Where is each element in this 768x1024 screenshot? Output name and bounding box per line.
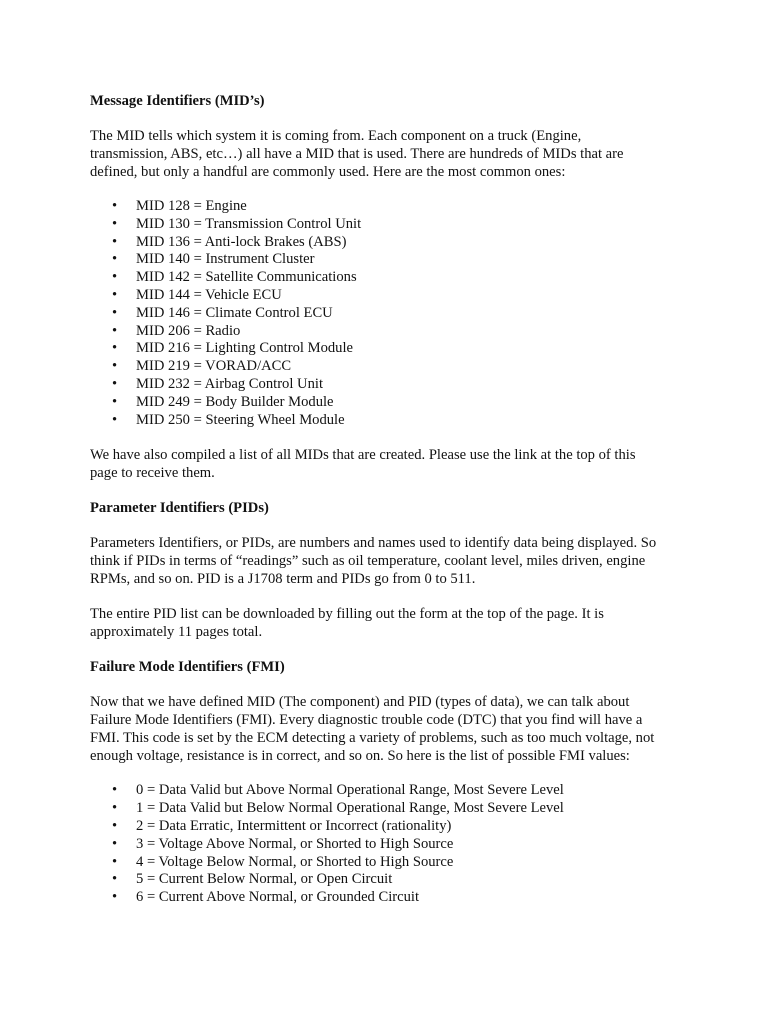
bullet-icon: •: [112, 411, 118, 428]
bullet-icon: •: [112, 269, 118, 286]
mid-intro-line-2: transmission, ABS, etc…) all have a MID that is used. There are hundreds of MIDs that are: [90, 146, 624, 162]
list-item: [90, 800, 690, 818]
list-item-text: MID 146 = Climate Control ECU: [136, 304, 333, 321]
bullet-icon: •: [112, 286, 118, 303]
bullet-icon: •: [112, 817, 118, 834]
pid-para1-line-2: think if PIDs in terms of “readings” such as oil temperature, coolant level, miles driven, engine: [90, 553, 646, 570]
list-item-text: MID 140 = Instrument Cluster: [136, 251, 315, 268]
fmi-intro-line-3: FMI. This code is set by the ECM detecting a variety of problems, such as too much voltage, not: [90, 730, 655, 747]
pid-para1-line-3: RPMs, and so on. PID is a J1708 term and PIDs go from 0 to 511.: [90, 571, 476, 588]
mid-outro-line-2: page to receive them.: [90, 465, 215, 482]
list-item: [90, 305, 690, 323]
bullet-icon: •: [112, 322, 118, 339]
list-item: [90, 818, 690, 836]
mid-outro-line-1: We have also compiled a list of all MIDs that are created. Please use the link at the top of this: [90, 447, 636, 464]
list-item-text: MID 219 = VORAD/ACC: [136, 358, 292, 375]
list-item-text: MID 136 = Anti-lock Brakes (ABS): [136, 233, 347, 250]
bullet-icon: •: [112, 215, 118, 232]
list-item-text: MID 250 = Steering Wheel Module: [136, 411, 345, 428]
bullet-icon: •: [112, 853, 118, 870]
list-item: [90, 871, 690, 889]
pid-para1-line-1: Parameters Identifiers, or PIDs, are numbers and names used to identify data being displayed. So: [90, 535, 657, 552]
mid-list: [90, 198, 690, 429]
bullet-icon: •: [112, 800, 118, 817]
list-item: [90, 234, 690, 252]
list-item: [90, 323, 690, 341]
list-item: [90, 287, 690, 305]
bullet-icon: •: [112, 375, 118, 392]
list-item: [90, 889, 690, 907]
bullet-icon: •: [112, 871, 118, 888]
mid-heading: Message Identifiers (MID’s): [90, 93, 265, 109]
bullet-icon: •: [112, 835, 118, 852]
list-item-text: 2 = Data Erratic, Intermittent or Incorrect (rationality): [136, 817, 452, 834]
document-page: [90, 92, 690, 907]
bullet-icon: •: [112, 304, 118, 321]
fmi-intro-line-4: enough voltage, resistance is in correct, and so on. So here is the list of possible FMI values:: [90, 748, 630, 765]
bullet-icon: •: [112, 251, 118, 268]
list-item: [90, 412, 690, 430]
list-item-text: MID 142 = Satellite Communications: [136, 269, 357, 286]
list-item-text: 5 = Current Below Normal, or Open Circuit: [136, 871, 393, 888]
bullet-icon: •: [112, 393, 118, 410]
mid-intro-line-1: The MID tells which system it is coming from. Each component on a truck (Engine,: [90, 128, 582, 144]
list-item: [90, 376, 690, 394]
fmi-intro-line-1: Now that we have defined MID (The component) and PID (types of data), we can talk about: [90, 694, 630, 711]
list-item-text: 0 = Data Valid but Above Normal Operational Range, Most Severe Level: [136, 782, 564, 799]
list-item: [90, 216, 690, 234]
list-item: [90, 782, 690, 800]
list-item-text: MID 130 = Transmission Control Unit: [136, 215, 362, 232]
list-item-text: 4 = Voltage Below Normal, or Shorted to High Source: [136, 853, 454, 870]
list-item-text: 1 = Data Valid but Below Normal Operational Range, Most Severe Level: [136, 800, 564, 817]
list-item-text: 6 = Current Above Normal, or Grounded Circuit: [136, 889, 420, 906]
bullet-icon: •: [112, 782, 118, 799]
list-item: [90, 358, 690, 376]
list-item: [90, 854, 690, 872]
list-item-text: MID 249 = Body Builder Module: [136, 393, 334, 410]
bullet-icon: •: [112, 358, 118, 375]
bullet-icon: •: [112, 340, 118, 357]
fmi-list: [90, 782, 690, 907]
pid-para2-line-1: The entire PID list can be downloaded by filling out the form at the top of the page. It is: [90, 606, 604, 623]
bullet-icon: •: [112, 198, 118, 214]
fmi-intro-line-2: Failure Mode Identifiers (FMI). Every diagnostic trouble code (DTC) that you find will have a: [90, 712, 643, 729]
list-item-text: MID 216 = Lighting Control Module: [136, 340, 353, 357]
mid-intro-line-3: defined, but only a handful are commonly used. Here are the most common ones:: [90, 164, 566, 180]
list-item-text: MID 144 = Vehicle ECU: [136, 286, 282, 303]
fmi-heading: Failure Mode Identifiers (FMI): [90, 659, 285, 676]
list-item: [90, 836, 690, 854]
list-item: [90, 251, 690, 269]
list-item-text: 3 = Voltage Above Normal, or Shorted to High Source: [136, 835, 454, 852]
bullet-icon: •: [112, 233, 118, 250]
list-item-text: MID 232 = Airbag Control Unit: [136, 375, 323, 392]
list-item: [90, 340, 690, 358]
list-item: [90, 198, 690, 216]
pid-heading: Parameter Identifiers (PIDs): [90, 500, 269, 517]
list-item: [90, 269, 690, 287]
list-item-text: MID 206 = Radio: [136, 322, 241, 339]
list-item: [90, 394, 690, 412]
bullet-icon: •: [112, 889, 118, 906]
list-item-text: MID 128 = Engine: [136, 198, 247, 214]
pid-para2-line-2: approximately 11 pages total.: [90, 624, 263, 641]
